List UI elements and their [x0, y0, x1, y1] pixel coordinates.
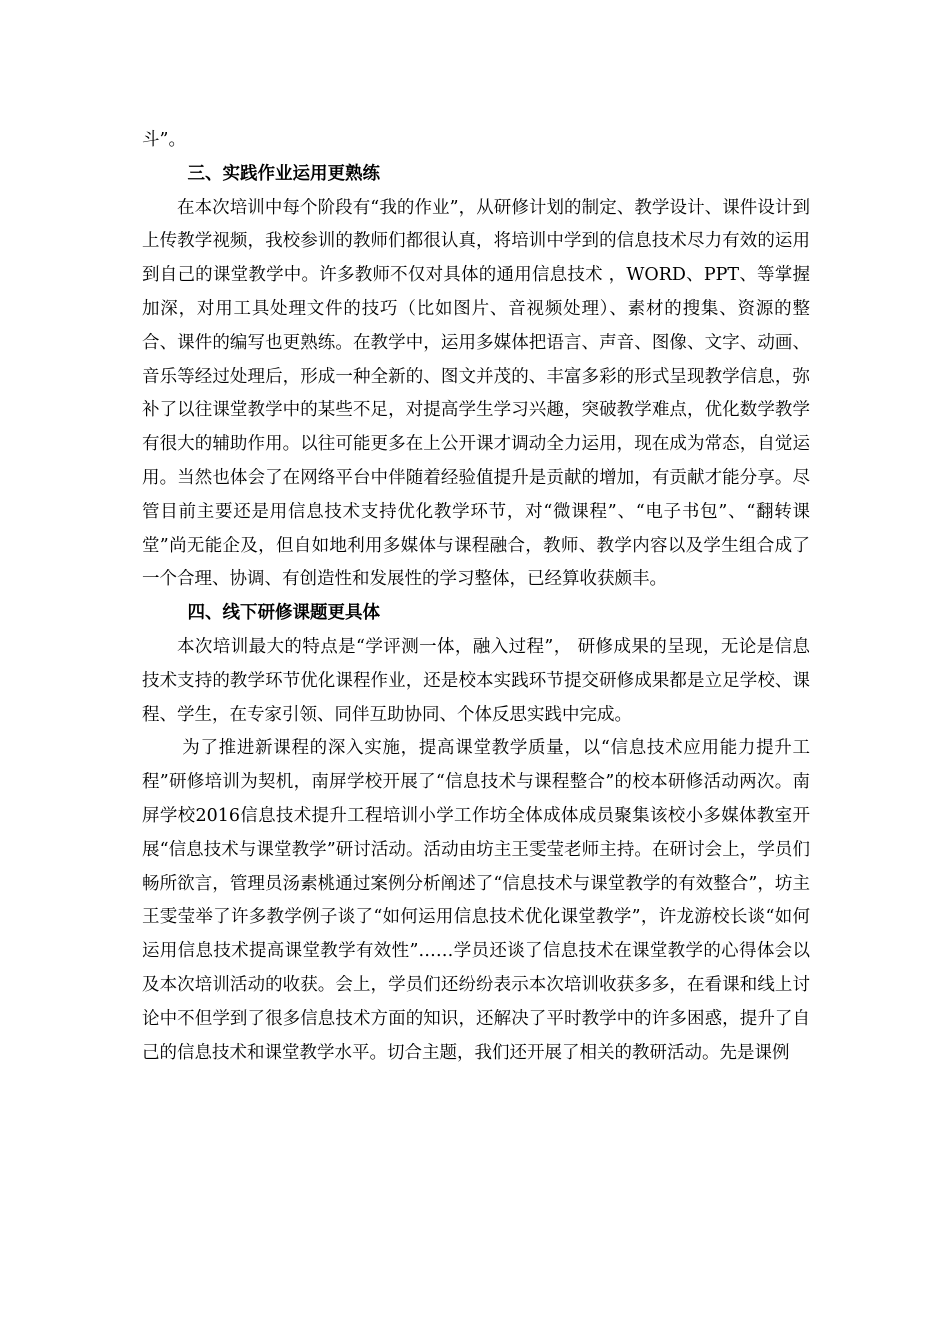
section-heading-3: 三、实践作业运用更熟练: [187, 163, 380, 184]
section-heading-4: 四、线下研修课题更具体: [187, 603, 380, 624]
document-body: [142, 124, 810, 1070]
paragraph-continuation: 斗”。: [142, 130, 186, 150]
paragraph-practice-assignments: 在本次培训中每个阶段有“我的作业”，从研修计划的制定、教学设计、课件设计到上传教学视频，我校参训的教师们都很认真，将培训中学到的信息技术尽力有效的运用到自己的课堂教学中。许多教师不仅对具体的通用信息技术 ，WORD、PPT、等掌握加深，对用工具处理文件的技巧（比如图片、音视频处理）、素材的搜集、资源的整合、课件的编写也更熟练。在教学中，运用多媒体把语言、声音、图像、文字、动画、音乐等经过处理后，形成一种全新的、图文并茂的、丰富多彩的形式呈现教学信息，弥补了以往课堂教学中的某些不足，对提高学生学习兴趣，突破教学难点，优化数学教学有很大的辅助作用。以往可能更多在上公开课才调动全力运用，现在成为常态，自觉运用。当然也体会了在网络平台中伴随着经验值提升是贡献的增加，有贡献才能分享。尽管目前主要还是用信息技术支持优化教学环节，对“微课程”、“电子书包”、“翻转课堂”尚无能企及，但自如地利用多媒体与课程融合，教师、教学内容以及学生组合成了一个合理、协调、有创造性和发展性的学习整体，已经算收获颇丰。: [142, 197, 810, 590]
paragraph-school-activities: 为了推进新课程的深入实施，提高课堂教学质量，以“信息技术应用能力提升工程”研修培训为契机，南屏学校开展了“信息技术与课程整合”的校本研修活动两次。南屏学校2016信息技术提升工程培训小学工作坊全体成体成员聚集该校小多媒体教室开展“信息技术与课堂教学”研讨活动。活动由坊主王雯莹老师主持。在研讨会上，学员们畅所欲言，管理员汤素桃通过案例分析阐述了“信息技术与课堂教学的有效整合”，坊主王雯莹举了许多教学例子谈了“如何运用信息技术优化课堂教学”，许龙游校长谈“如何运用信息技术提高课堂教学有效性”……学员还谈了信息技术在课堂教学的心得体会以及本次培训活动的收获。会上，学员们还纷纷表示本次培训收获多多，在看课和线上讨论中不但学到了很多信息技术方面的知识，还解决了平时教学中的许多困惑，提升了自己的信息技术和课堂教学水平。切合主题，我们还开展了相关的教研活动。先是课例: [142, 738, 810, 1063]
paragraph-training-features: 本次培训最大的特点是“学评测一体，融入过程”， 研修成果的呈现，无论是信息技术支持的教学环节优化课程作业，还是校本实践环节提交研修成果都是立足学校、课程、学生，在专家引领、同伴互助协同、个体反思实践中完成。: [142, 636, 810, 725]
